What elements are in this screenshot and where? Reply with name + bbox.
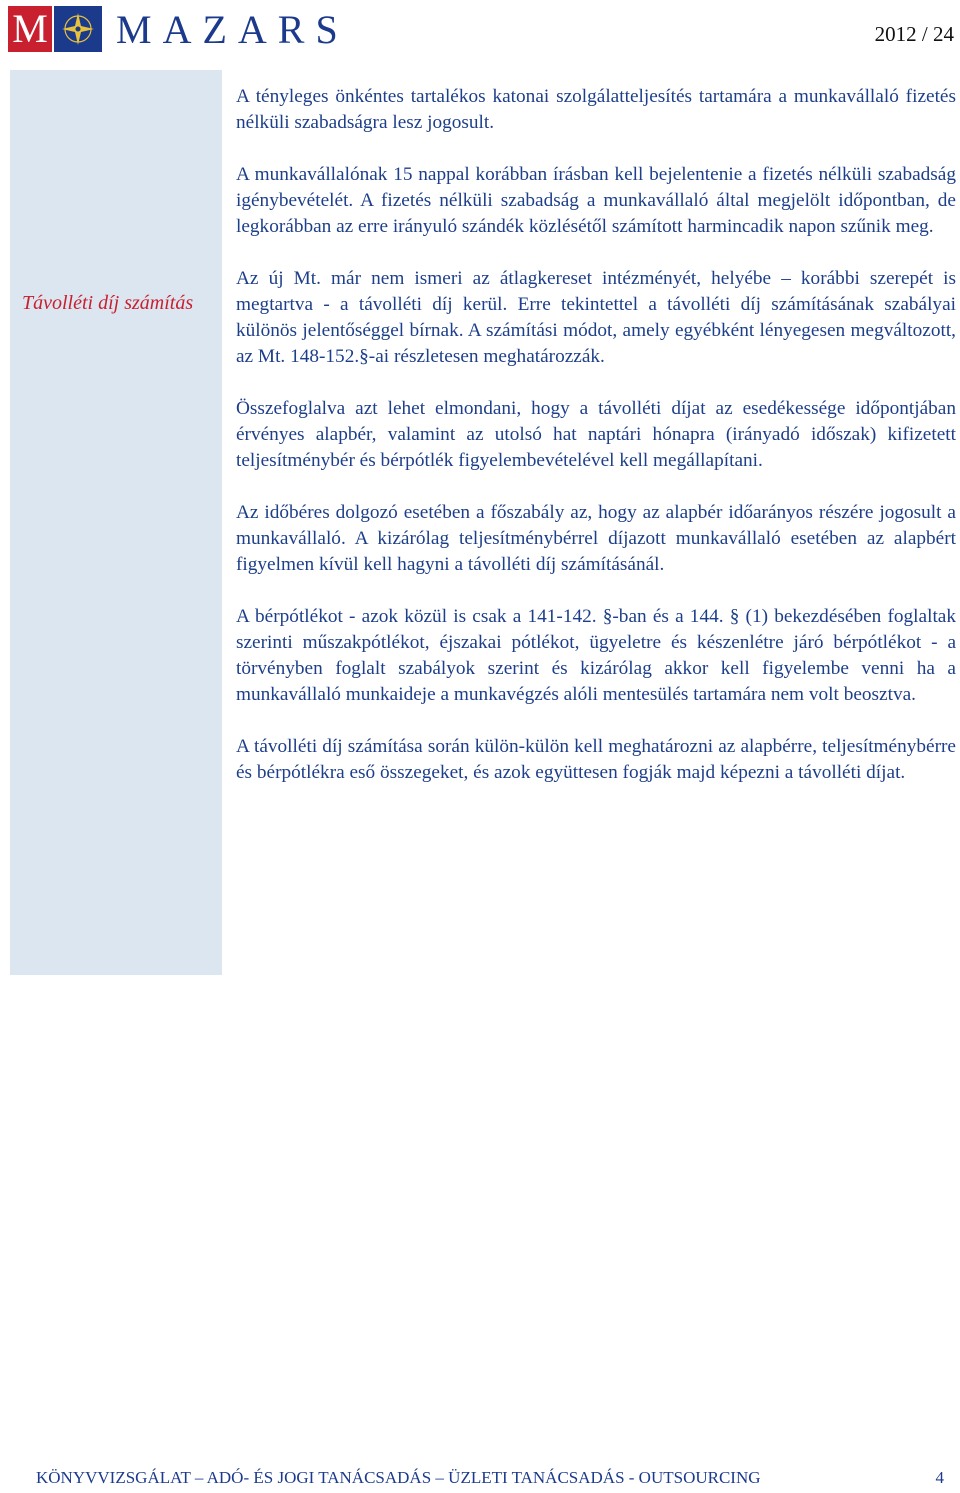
section-label: Távolléti díj számítás xyxy=(22,292,194,314)
page-header xyxy=(0,0,960,60)
logo-m-block: M xyxy=(8,6,52,52)
paragraph-4: Összefoglalva azt lehet elmondani, hogy a távolléti díjat az esedékessége időpontjában érvényes alapbér, valamint az utolsó hat naptári hónapra (irányadó időszak) kifizetett teljesítménybér és bérpótlék figyelembevételével kell megállapítani. xyxy=(236,398,956,471)
page-footer xyxy=(36,1468,944,1488)
paragraph-2: A munkavállalónak 15 nappal korábban írásban kell bejelentenie a fizetés nélküli szabadság igénybevételét. A fizetés nélküli szabadság a munkavállaló által megjelölt időpontban, de legkorábban az erre irányuló szándék közlésétől számított harmincadik napon szűnik meg. xyxy=(236,164,956,237)
paragraph-7: A távolléti díj számítása során külön-külön kell meghatározni az alapbérre, teljesítménybérre és bérpótlékra eső összegeket, és azok együttesen fogják majd képezni a távolléti díjat. xyxy=(236,736,956,783)
paragraph-6: A bérpótlékot - azok közül is csak a 141-142. §-ban és a 144. § (1) bekezdésében foglaltak szerinti műszakpótlékot, éjszakai pótlékot, ügyeletre és készenlétre járó bérpótlékot - a törvényben foglalt szabályok szerint és kizárólag akkor kell figyelembe venni ha a munkavállaló munkaideje a munkavégzés alóli mentesülés tartamára nem volt beosztva. xyxy=(236,606,956,705)
issue-number: 2012 / 24 xyxy=(874,22,954,46)
sidebar-panel xyxy=(10,70,222,975)
paragraph-3: Az új Mt. már nem ismeri az átlagkereset intézményét, helyébe – korábbi szerepét is megtartva - a távolléti díj kerül. Erre tekintettel a távolléti díj számításának szabályai különös jelentőséggel bírnak. A számítási módot, amely egyébként lényegesen megváltozott, az Mt. 148-152.§-ai részletesen meghatározzák. xyxy=(236,268,956,367)
paragraph-1: A tényleges önkéntes tartalékos katonai szolgálatteljesítés tartamára a munkavállaló fizetés nélküli szabadságra lesz jogosult. xyxy=(236,86,956,133)
compass-star-icon xyxy=(54,6,102,52)
brand-wordmark: MAZARS xyxy=(116,7,349,52)
page-number: 4 xyxy=(935,1468,944,1487)
paragraph-5: Az időbéres dolgozó esetében a főszabály az, hogy az alapbér időarányos részére jogosult a munkavállaló. A kizárólag teljesítménybérrel díjazott munkavállaló esetében az alapbért figyelmen kívül kell hagyni a távolléti díj számításánál. xyxy=(236,502,956,575)
footer-services: KÖNYVVIZSGÁLAT – ADÓ- ÉS JOGI TANÁCSADÁS – ÜZLETI TANÁCSADÁS - OUTSOURCING xyxy=(36,1468,761,1487)
main-content xyxy=(236,84,956,812)
